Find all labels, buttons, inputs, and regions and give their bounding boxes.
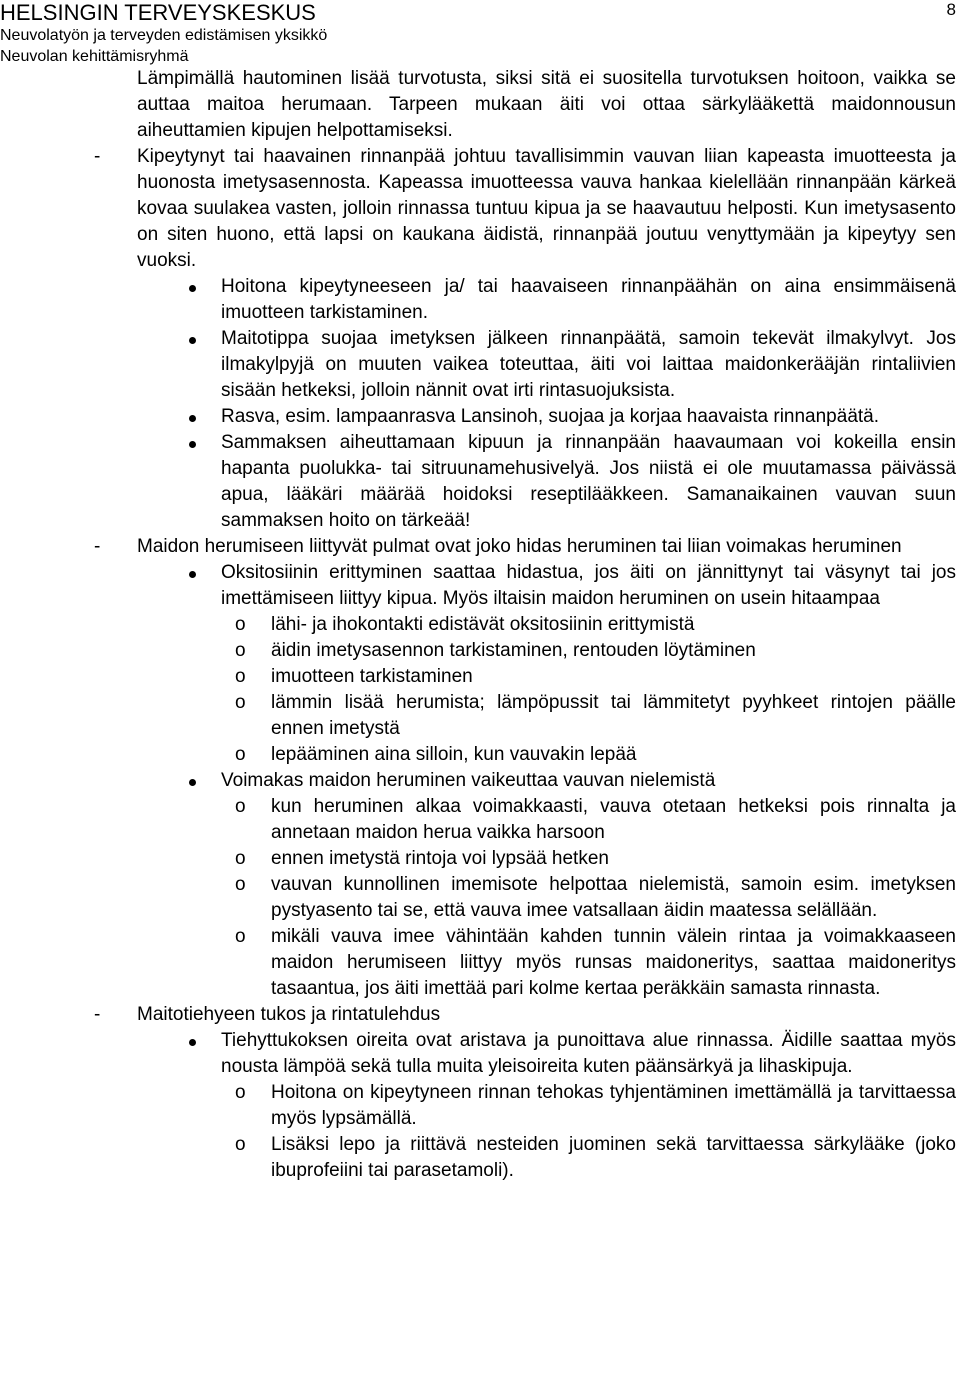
sub-list-item (0, 638, 956, 664)
sub-item-text: lepääminen aina silloin, kun vauvakin lepää (271, 744, 637, 765)
circle-marker: o (235, 874, 246, 895)
sub-item-text: lähi- ja ihokontakti edistävät oksitosiinin erittymistä (271, 614, 695, 635)
circle-marker: o (235, 744, 246, 765)
circle-marker: o (235, 1134, 246, 1155)
section-text: Kipeytynyt tai haavainen rinnanpää johtuu tavallisimmin vauvan liian kapeasta imuotteesta ja huonosta imetysasennosta. Kapeassa imuotteessa vauva hankaa kielellään rinnanpään kärkeä kovaa suulakea vasten, jolloin rinnassa tuntuu kipua ja se haavautuu helposti. Kun imetysasento on siten huono, että lapsi on kaukana äidistä, rinnanpää joutuu venyttymään ja kipeytyy sen vuoksi. (137, 146, 956, 271)
section-text: Maitotiehyeen tukos ja rintatulehdus (137, 1004, 441, 1025)
sub-list-item (0, 872, 956, 924)
intro-paragraph: Lämpimällä hautominen lisää turvotusta, siksi sitä ei suositella turvotuksen hoitoon, vaikka se auttaa maitoa herumaan. Tarpeen mukaan äiti voi ottaa särkylääkettä maidonnousun aiheuttamien kipujen helpottamiseksi. (137, 68, 956, 141)
bullet-text: Hoitona kipeytyneeseen ja/ tai haavaiseen rinnanpäähän on aina ensimmäisenä imuotteen tarkistaminen. (221, 276, 956, 323)
circle-marker: o (235, 692, 246, 713)
sub-item-text: Lisäksi lepo ja riittävä nesteiden juominen sekä tarvittaessa särkylääke (joko ibuprofeiini tai parasetamoli). (271, 1134, 956, 1181)
sub-item-text: imuotteen tarkistaminen (271, 666, 473, 687)
sub-list-item (0, 846, 956, 872)
circle-marker: o (235, 1082, 246, 1103)
sub-list-item (0, 1080, 956, 1132)
document-body (0, 66, 956, 1184)
bullet-text: Tiehyttukoksen oireita ovat aristava ja punoittava alue rinnassa. Äidille saattaa myös nousta lämpöä sekä tulla muita yleisoireita kuten päänsärkyä ja lihaskipuja. (221, 1030, 956, 1077)
list-item (0, 274, 956, 326)
sub-list-item (0, 612, 956, 638)
circle-marker: o (235, 640, 246, 661)
bullet-icon (189, 571, 196, 578)
list-item (0, 326, 956, 404)
group-name: Neuvolan kehittämisryhmä (0, 48, 189, 65)
bullet-icon (189, 415, 196, 422)
list-item (0, 560, 956, 612)
list-item (0, 768, 956, 794)
bullet-text: Sammaksen aiheuttamaan kipuun ja rinnanpään haavaumaan voi kokeilla ensin hapanta puolukka- tai sitruunamehusivelyä. Jos niistä ei ole muutamassa päivässä apua, lääkäri määrää hoidoksi reseptilääkkeen. Samanaikainen vauvan suun sammaksen hoito on tärkeää! (221, 432, 956, 531)
sub-list-item (0, 1132, 956, 1184)
bullet-icon (189, 779, 196, 786)
organization-name: HELSINGIN TERVEYSKESKUS (0, 0, 316, 25)
dash-marker: - (94, 146, 101, 167)
circle-marker: o (235, 666, 246, 687)
bullet-icon (189, 285, 196, 292)
circle-marker: o (235, 848, 246, 869)
sub-item-text: Hoitona on kipeytyneen rinnan tehokas tyhjentäminen imettämällä ja tarvittaessa myös lypsämällä. (271, 1082, 956, 1129)
sub-list-item (0, 742, 956, 768)
section-text: Maidon herumiseen liittyvät pulmat ovat joko hidas heruminen tai liian voimakas heruminen (137, 536, 902, 557)
sub-item-text: mikäli vauva imee vähintään kahden tunnin välein rintaa ja voimakkaaseen maidon herumiseen liittyy myös runsas maidoneritys, saattaa maidoneritys tasaantua, jos äiti imettää pari kolme kertaa peräkkäin samasta rinnasta. (271, 926, 956, 999)
bullet-text: Voimakas maidon heruminen vaikeuttaa vauvan nielemistä (221, 770, 716, 791)
list-item (0, 1028, 956, 1080)
list-item (0, 430, 956, 534)
circle-marker: o (235, 926, 246, 947)
sub-list-item (0, 690, 956, 742)
sub-list-item (0, 664, 956, 690)
sub-item-text: lämmin lisää herumista; lämpöpussit tai lämmitetyt pyyhkeet rintojen päälle ennen imetystä (271, 692, 956, 739)
sub-item-text: äidin imetysasennon tarkistaminen, rentouden löytäminen (271, 640, 756, 661)
circle-marker: o (235, 614, 246, 635)
sub-item-text: vauvan kunnollinen imemisote helpottaa nielemistä, samoin esim. imetyksen pystyasento tai se, että vauva imee vatsallaan äidin maatessa selällään. (271, 874, 956, 921)
bullet-text: Rasva, esim. lampaanrasva Lansinoh, suojaa ja korjaa haavaista rinnanpäätä. (221, 406, 880, 427)
section-milk-letdown (0, 534, 956, 560)
page-number: 8 (946, 0, 956, 19)
sub-list-item (0, 794, 956, 846)
dash-marker: - (94, 1004, 101, 1025)
section-sore-nipple (0, 144, 956, 274)
sub-list-item (0, 924, 956, 1002)
circle-marker: o (235, 796, 246, 817)
section-duct-blockage (0, 1002, 956, 1028)
sub-item-text: kun heruminen alkaa voimakkaasti, vauva otetaan hetkeksi pois rinnalta ja annetaan maidon herua vaikka harsoon (271, 796, 956, 843)
dash-marker: - (94, 536, 101, 557)
list-item (0, 404, 956, 430)
bullet-icon (189, 1039, 196, 1046)
bullet-text: Oksitosiinin erittyminen saattaa hidastua, jos äiti on jännittynyt tai väsynyt tai jos imettämiseen liittyy kipua. Myös iltaisin maidon heruminen on usein hitaampaa (221, 562, 956, 609)
sub-item-text: ennen imetystä rintoja voi lypsää hetken (271, 848, 609, 869)
unit-name: Neuvolatyön ja terveyden edistämisen yksikkö (0, 27, 328, 44)
bullet-text: Maitotippa suojaa imetyksen jälkeen rinnanpäätä, samoin tekevät ilmakylvyt. Jos ilmakylpyjä on muuten vaikea toteuttaa, äiti voi laittaa maidonkerääjän rintaliivien sisään hetkeksi, jolloin nännit ovat irti rintasuojuksista. (221, 328, 956, 401)
bullet-icon (189, 441, 196, 448)
bullet-icon (189, 337, 196, 344)
